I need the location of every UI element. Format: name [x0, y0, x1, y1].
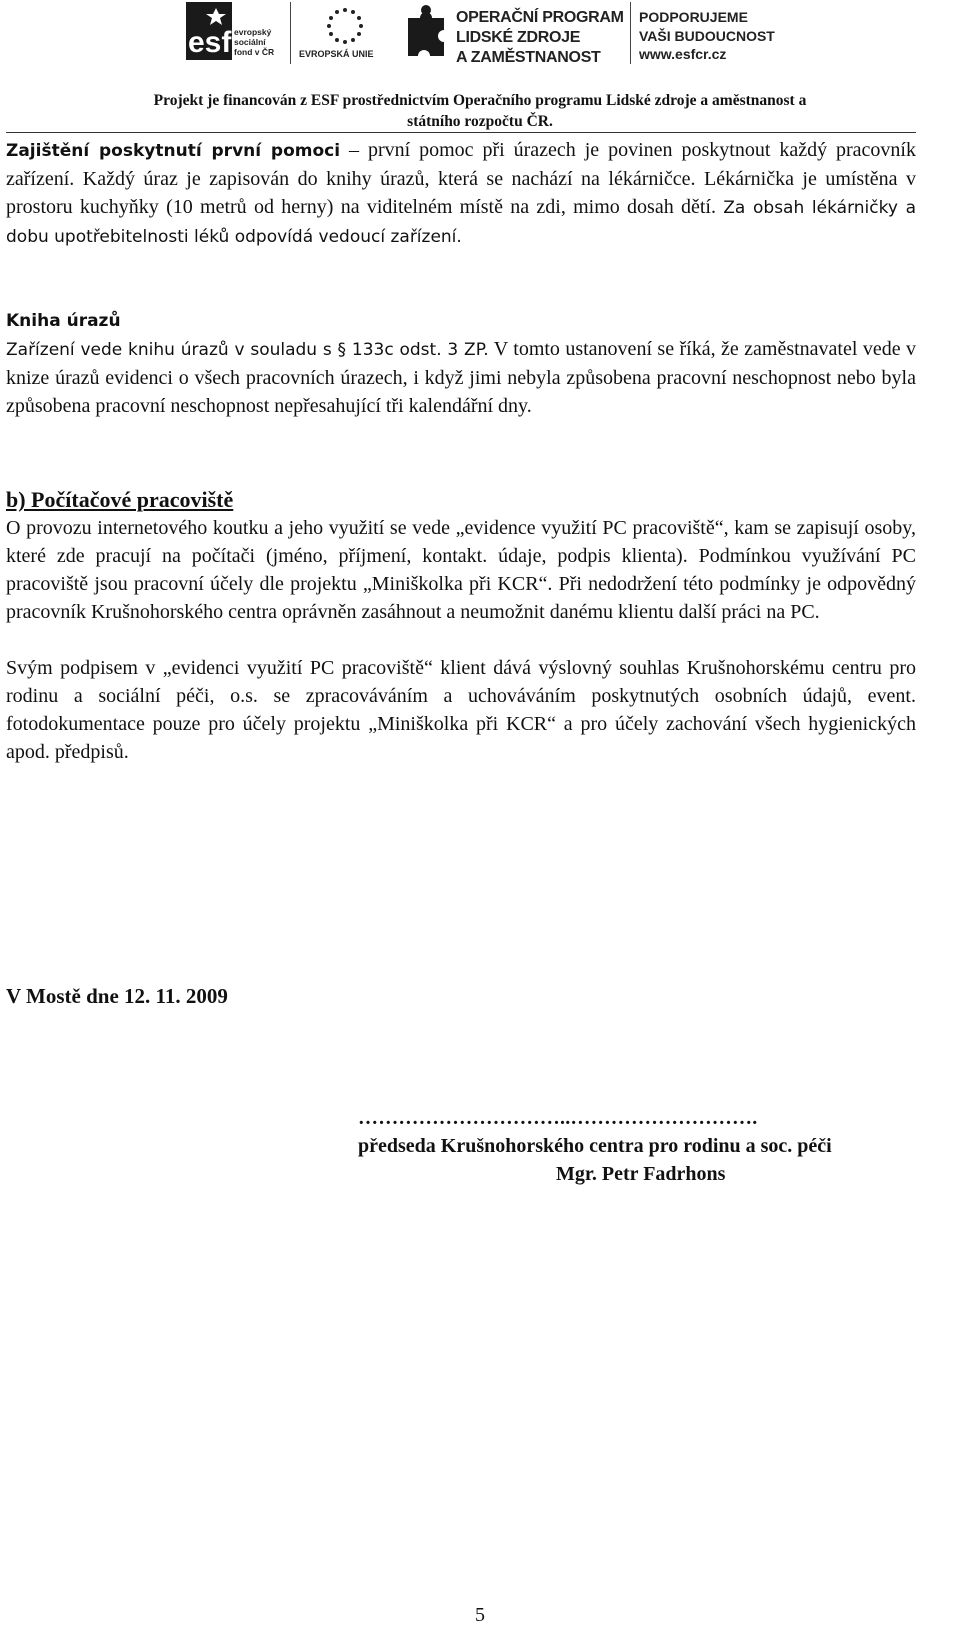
injury-book-heading: Kniha úrazů — [6, 311, 121, 331]
signature-name: Mgr. Petr Fadrhons — [556, 1163, 726, 1185]
injury-book-paragraph — [6, 335, 916, 420]
header-logos — [0, 0, 960, 66]
eu-logo — [290, 2, 380, 64]
eu-stars-icon — [325, 6, 365, 46]
op-line: OPERAČNÍ PROGRAM — [456, 9, 624, 26]
esf-side-line: evropský — [234, 27, 272, 37]
support-logo — [630, 2, 800, 64]
pc-paragraph-2: Svým podpisem v „evidenci využití PC pracoviště“ klient dává výslovný souhlas Krušnohorskému centru pro rodinu a sociální péči, o.s. se zpracováváním a uchováváním poskytnutých osobních údajů, event. fotodokumentace pouze pro účely projektu „Miniškolka při KCR“ a pro účely zachování všech hygienických apod. předpisů. — [6, 657, 916, 763]
esf-logo-lettering: esf — [188, 26, 232, 59]
header-divider — [6, 132, 916, 133]
first-aid-lead: Zajištění poskytnutí první pomoci — [6, 141, 341, 161]
esf-logo — [186, 2, 284, 64]
injury-book-text-serif: V tomto ustanovení se říká, že zaměstnavatel vede v knize úrazů evidenci o všech pracovních úrazech, i když jimi nebyla způsobena pracovní neschopnost nebo byla způsobena pracovní neschopnost nepřesahující tři kalendářní dny. — [6, 338, 916, 417]
esf-side-text — [234, 27, 274, 57]
op-line: LIDSKÉ ZDROJE — [456, 29, 581, 46]
esf-side-line: sociální — [234, 37, 266, 47]
injury-book-text-sans: Zařízení vede knihu úrazů v souladu s § 133c odst. 3 ZP. — [6, 340, 489, 360]
document-body — [6, 136, 916, 766]
funding-line: státního rozpočtu ČR. — [407, 113, 553, 130]
page-number: 5 — [475, 1604, 485, 1626]
pc-section-heading: b) Počítačové pracoviště — [6, 487, 234, 512]
op-title — [456, 8, 624, 68]
op-logo — [404, 2, 624, 66]
support-line: VAŠI BUDOUCNOST — [639, 28, 775, 44]
op-line: A ZAMĚSTNANOST — [456, 49, 601, 66]
first-aid-text-2: Za obsah lékárničky a dobu upotřebitelnosti léků odpovídá vedoucí zařízení. — [6, 198, 916, 247]
funding-line: Projekt je financován z ESF prostřednictvím Operačního programu Lidské zdroje a aměstnanost a — [153, 92, 807, 109]
esf-logo-mark — [186, 2, 232, 60]
puzzle-figure-icon — [404, 4, 448, 60]
esf-side-line: fond v ČR — [234, 47, 275, 57]
first-aid-paragraph — [6, 136, 916, 251]
support-line: PODPORUJEME — [639, 9, 748, 25]
signature-dots: …………………………..………………………. — [358, 1107, 758, 1129]
funding-note — [0, 90, 960, 132]
signature-role: předseda Krušnohorského centra pro rodinu a soc. péči — [358, 1135, 832, 1157]
eu-label: EVROPSKÁ UNIE — [299, 49, 374, 59]
support-web[interactable]: www.esfcr.cz — [639, 46, 727, 62]
date-line: V Mostě dne 12. 11. 2009 — [6, 984, 228, 1008]
support-title — [639, 8, 775, 46]
pc-paragraph-1: O provozu internetového koutku a jeho využití se vede „evidence využití PC pracoviště“, kam se zapisují osoby, které zde pracují na počítači (jméno, příjmení, kontakt. údaje, podpis klienta). Podmínkou využívání PC pracoviště jsou pracovní účely dle projektu „Miniškolka při KCR“. Při nedodržení této podmínky je odpovědný pracovník Krušnohorského centra oprávněn zasáhnout a neumožnit danému klientu další práci na PC. — [6, 517, 916, 623]
first-aid-text: – první pomoc při úrazech je povinen poskytnout každý pracovník zařízení. Každý úraz je zapisován do knihy úrazů, která se nachází na lékárničce. Lékárnička je umístěna v prostoru kuchyňky (10 metrů od herny) na viditelném místě na zdi, mimo dosah dětí. — [6, 139, 916, 218]
signature-block — [358, 1104, 920, 1188]
